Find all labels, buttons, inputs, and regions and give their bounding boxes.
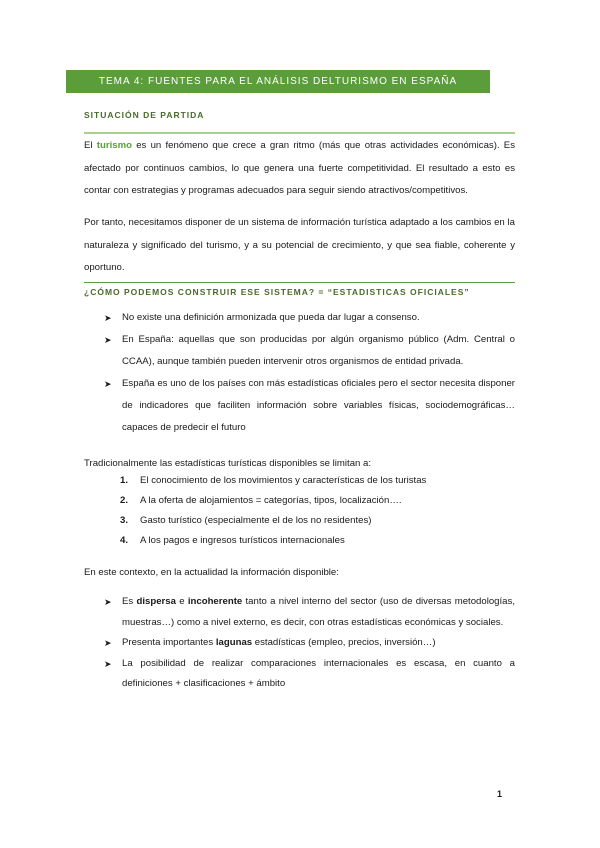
text: Es <box>122 596 137 607</box>
text: España es uno de los países con más estadísticas oficiales pero el sector necesita disponer de indicadores que faciliten información sobre variables físicas, sociodemográficas… capaces de predecir el futuro <box>122 378 515 433</box>
section-divider <box>84 282 515 283</box>
text: e <box>175 596 188 607</box>
paragraph-intro <box>84 135 515 203</box>
text: El conocimiento de los movimientos y características de los turistas <box>140 475 427 486</box>
arrow-bullet-icon: ➤ <box>104 313 112 323</box>
highlight-turismo: turismo <box>96 140 132 151</box>
arrow-bullet-icon: ➤ <box>104 597 112 607</box>
text: En España: aquellas que son producidas por algún organismo público (Adm. Central o CCAA), aunque también pueden intervenir otros organismos de entidad privada. <box>122 334 515 367</box>
text: Presenta importantes <box>122 637 216 648</box>
list-item <box>104 307 515 329</box>
list-item <box>104 592 515 633</box>
text: Gasto turístico (especialmente el de los no residentes) <box>140 515 372 526</box>
document-title-banner: TEMA 4: FUENTES PARA EL ANÁLISIS DELTURISMO EN ESPAÑA <box>66 70 490 93</box>
number: 4. <box>120 535 129 546</box>
list-item <box>120 491 426 511</box>
text: estadísticas (empleo, precios, inversión…) <box>252 637 436 648</box>
number: 2. <box>120 495 129 506</box>
bold-text: incoherente <box>187 596 243 607</box>
text: es un fenómeno que crece a gran ritmo (más que otras actividades económicas). Es afectado por continuos cambios, lo que genera una fuerte competitividad. El resultado a esto es contar con estrategias y programas adecuados para seguir siendo atractivos/competitivos. <box>84 140 516 196</box>
arrow-bullet-icon: ➤ <box>104 638 112 648</box>
text: La posibilidad de realizar comparaciones internacionales es escasa, en cuanto a definiciones + clasificaciones + ámbito <box>122 657 515 689</box>
list-item <box>104 654 515 695</box>
list-item <box>104 373 515 439</box>
numbered-list <box>120 471 426 551</box>
text: A los pagos e ingresos turísticos internacionales <box>140 535 345 546</box>
bullet-list-estadisticas <box>104 307 515 439</box>
page-number: 1 <box>497 789 503 799</box>
section-heading-situacion: SITUACIÓN DE PARTIDA <box>84 110 205 120</box>
bold-text: lagunas <box>215 637 253 648</box>
section-divider <box>84 132 515 134</box>
paragraph-tradicionalmente: Tradicionalmente las estadísticas turísticas disponibles se limitan a: <box>84 458 372 469</box>
bold-text: dispersa <box>136 596 176 607</box>
number: 1. <box>120 475 129 486</box>
bullet-list-informacion <box>104 592 515 695</box>
list-item <box>120 511 426 531</box>
paragraph-por-tanto: Por tanto, necesitamos disponer de un sistema de información turística adaptado a los cambios en la naturaleza y significado del turismo, y a su potencial de crecimiento, y que sea fiable, coherente y oportuno. <box>84 217 515 273</box>
list-item <box>120 471 426 491</box>
arrow-bullet-icon: ➤ <box>104 658 112 669</box>
number: 3. <box>120 515 129 526</box>
text: A la oferta de alojamientos = categorías, tipos, localización…. <box>140 495 402 506</box>
paragraph-contexto: En este contexto, en la actualidad la información disponible: <box>84 567 339 578</box>
arrow-bullet-icon: ➤ <box>104 379 112 389</box>
list-item <box>120 531 426 551</box>
text: El <box>84 140 97 151</box>
list-item <box>104 329 515 373</box>
text: No existe una definición armonizada que pueda dar lugar a consenso. <box>122 312 420 323</box>
text: tanto a nivel interno del sector (uso de diversas metodologías, muestras…) como a nivel externo, es decir, con otras estadísticas económicas y sociales. <box>122 596 515 628</box>
list-item <box>104 633 515 654</box>
arrow-bullet-icon: ➤ <box>104 335 112 345</box>
section-heading-estadisticas: ¿CÓMO PODEMOS CONSTRUIR ESE SISTEMA? = “ESTADISTICAS OFICIALES” <box>84 287 470 297</box>
